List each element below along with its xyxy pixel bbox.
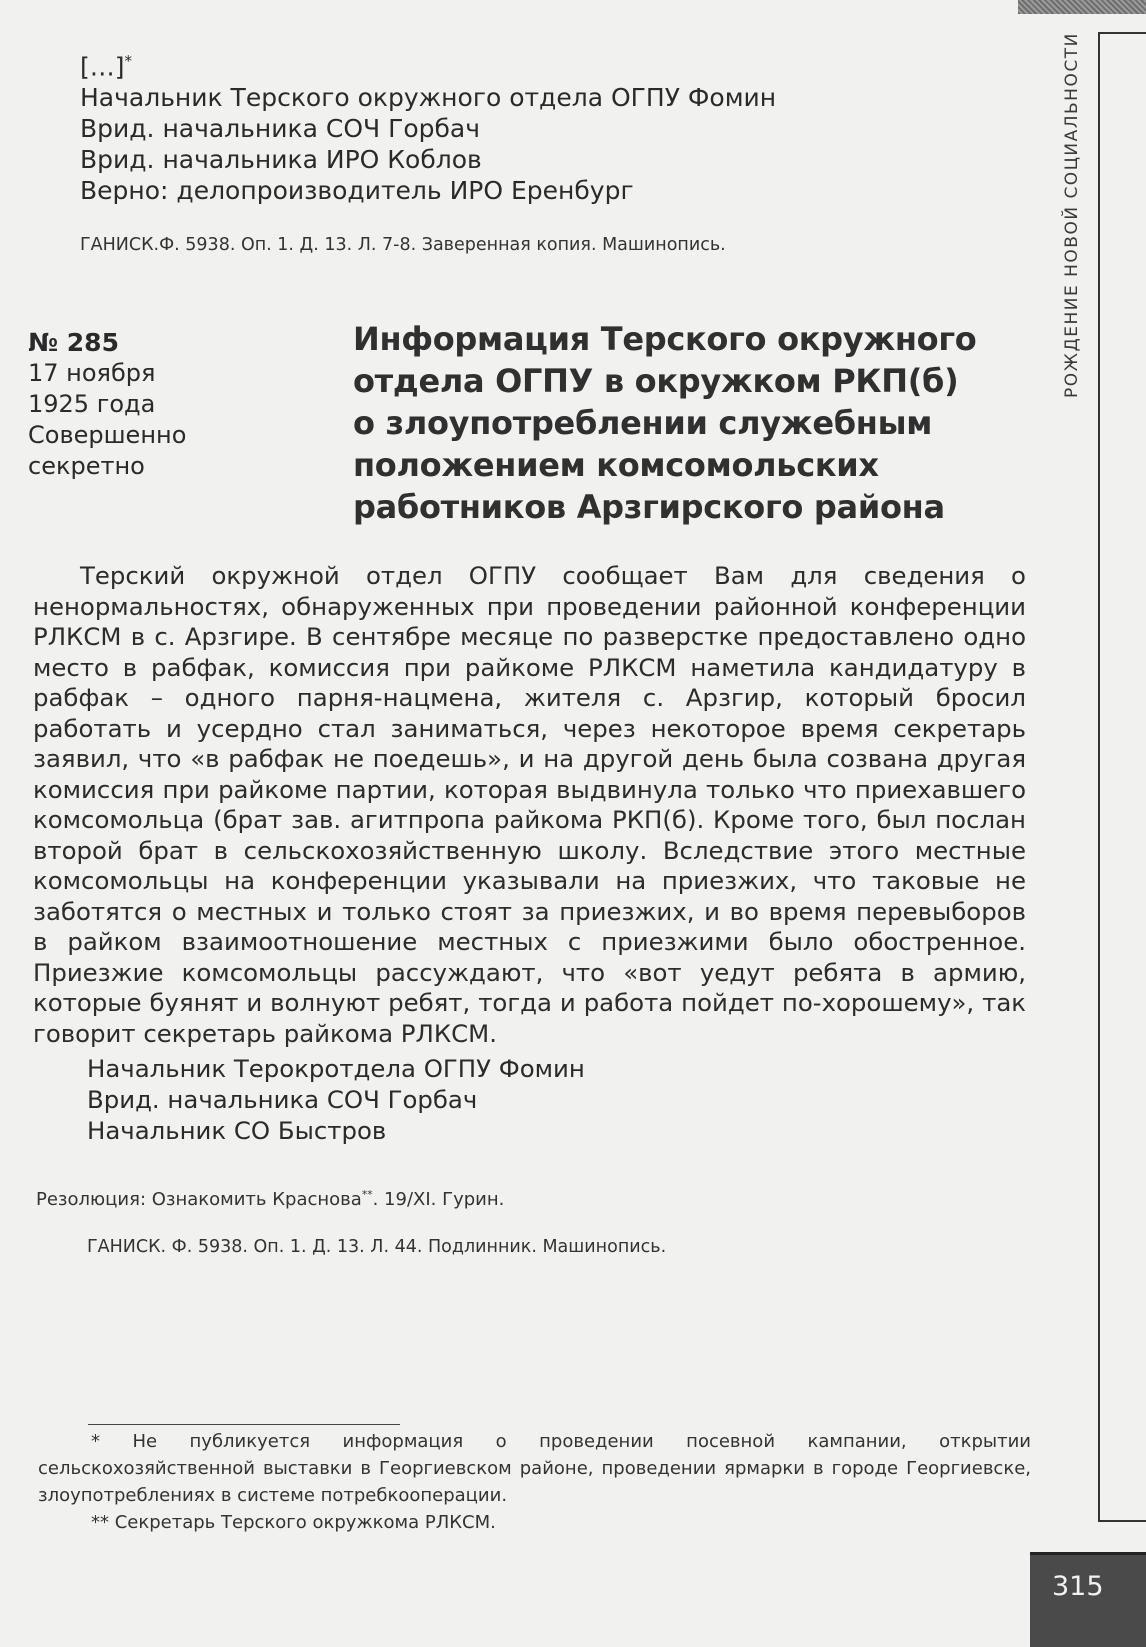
signature-line: Врид. начальника СОЧ Горбач [87, 1085, 478, 1114]
document-number: № 285 [28, 328, 119, 357]
document-date: 1925 года [28, 390, 156, 418]
previous-document-signatures [80, 46, 776, 206]
signature-line: Начальник СО Быстров [87, 1116, 387, 1145]
footnote: * Не публикуется информация о проведении посевной кампании, открытии сельскохозяйственной выставки в Георгиевском районе, проведении ярмарки в городе Георгиевске, злоупотреблениях в системе потребкооперации. [38, 1431, 1031, 1506]
title-line: о злоупотреблении служебным [353, 404, 933, 442]
document-metadata [28, 327, 186, 482]
title-line: Информация Терского окружного [353, 320, 977, 358]
title-line: работников Арзгирского района [353, 488, 945, 526]
document-body: Терский окружной отдел ОГПУ сообщает Вам для сведения о ненормальностях, обнаруженных при проведении районной конференции РЛКСМ в с. Арзгире. В сентябре месяце по разверстке предоставлено одно место в рабфак, комиссия при райкоме РЛКСМ наметила кандидатуру в рабфак – одного парня-нацмена, жителя с. Арзгир, который бросил работать и усердно стал заниматься, через некоторое время секретарь заявил, что «в рабфак не поедешь», и на другой день была созвана другая комиссия при райкоме партии, которая выдвинула только что приехавшего комсомольца (брат зав. агитпропа райкома РКП(б). Кроме того, был послан второй брат в сельскохозяйственную школу. Вследствие этого местные комсомольцы на конференции указывали на приезжих, что таковые не заботятся о местных и только стоят за приезжих, и во время перевыборов в райком взаимоотношение местных с приезжими было обостренное. Приезжие комсомольцы рассуждают, что «вот уедут ребята в армию, которые буянят и волнуют ребят, тогда и работа пойдет по-хорошему», так говорит секретарь райкома РЛКСМ. [33, 561, 1026, 1048]
page-number-tab [1030, 1552, 1146, 1647]
resolution-note: Резолюция: Ознакомить Краснова**. 19/XI. Гурин. [36, 1188, 505, 1210]
title-line: отдела ОГПУ в окружком РКП(б) [353, 362, 959, 400]
signature-line: Врид. начальника ИРО Коблов [80, 145, 482, 175]
document-signatures [87, 1053, 585, 1146]
document-title [353, 318, 1013, 528]
document-date: 17 ноября [28, 359, 156, 387]
footnotes [38, 1428, 1031, 1536]
signature-line: Начальник Терского окружного отдела ОГПУ Фомин [80, 83, 777, 113]
classification-label: секретно [28, 452, 145, 480]
signature-line: Начальник Терокротдела ОГПУ Фомин [87, 1054, 585, 1083]
title-line: положением комсомольских [353, 446, 879, 484]
document-source: ГАНИСК. Ф. 5938. Оп. 1. Д. 13. Л. 44. Подлинник. Машинопись. [87, 1237, 667, 1257]
running-title: РОЖДЕНИЕ НОВОЙ СОЦИАЛЬНОСТИ [1062, 32, 1082, 398]
margin-frame [1098, 32, 1146, 1522]
classification-label: Совершенно [28, 421, 187, 449]
previous-document-source: ГАНИСК.Ф. 5938. Оп. 1. Д. 13. Л. 7-8. Заверенная копия. Машинопись. [80, 235, 726, 255]
footnote: ** Секретарь Терского окружкома РЛКСМ. [91, 1512, 496, 1533]
footnote-ref: * [124, 52, 133, 70]
top-corner-bar [1018, 0, 1146, 14]
footnote-divider [88, 1424, 400, 1425]
signature-line: Врид. начальника СОЧ Горбач [80, 114, 481, 144]
footnote-ref: ** [361, 1188, 373, 1201]
omission-marker: […]* [80, 52, 133, 82]
page-number: 315 [1052, 1571, 1104, 1602]
signature-line: Верно: делопроизводитель ИРО Еренбург [80, 176, 634, 206]
